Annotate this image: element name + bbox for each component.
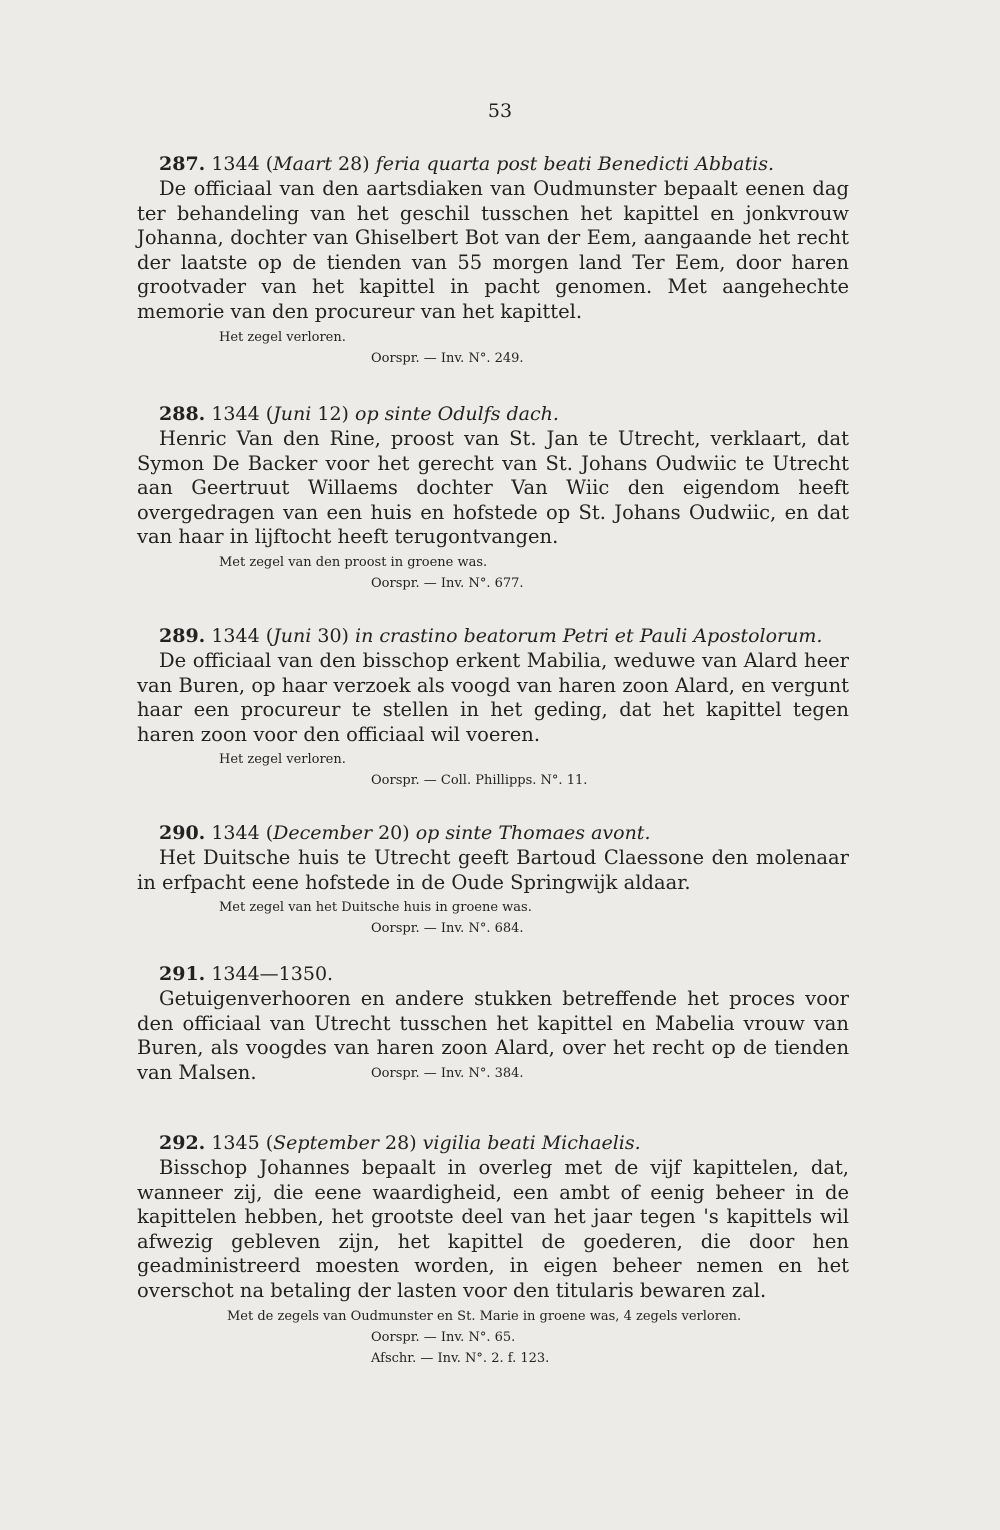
entry-year: 1344: [211, 403, 260, 425]
regest-entry-291: [137, 962, 849, 1084]
archive-reference: Oorspr. — Coll. Phillipps. N°. 11.: [371, 773, 588, 789]
entry-heading: [137, 152, 849, 177]
archive-reference: Oorspr. — Inv. N°. 384.: [371, 1066, 524, 1082]
entry-paren: (: [265, 1132, 274, 1154]
entry-month: December: [273, 822, 373, 844]
archive-reference: Oorspr. — Inv. N°. 684.: [371, 921, 524, 937]
seal-note: Het zegel verloren.: [219, 752, 346, 768]
entry-heading: [137, 1131, 849, 1156]
entry-heading: [137, 962, 849, 987]
page-number: 53: [487, 100, 513, 122]
entry-day: 30): [317, 625, 349, 647]
regest-entry-290: [137, 821, 849, 939]
entry-feast: vigilia beati Michaelis.: [422, 1132, 641, 1154]
seal-note: Met zegel van den proost in groene was.: [219, 554, 488, 570]
entry-heading: [137, 821, 849, 846]
entry-feast: feria quarta post beati Benedicti Abbatis.: [375, 153, 774, 175]
entry-year: 1344: [211, 822, 260, 844]
archive-reference: Oorspr. — Inv. N°. 677.: [371, 575, 524, 591]
entry-feast: in crastino beatorum Petri et Pauli Apostolorum.: [355, 625, 823, 647]
entry-text: Bisschop Johannes bepaalt in overleg met de vijf kapittelen, dat, wanneer zij, die eene waardigheid, een ambt of eenig beheer in de kapittelen hebben, het grootste deel van het jaar tegen 's kapittels wil afwezig gebleven zijn, het kapittel de goederen, die door hen geadministreerd moesten worden, in eigen beheer nemen en het overschot na betaling der lasten voor den titularis bewaren zal.: [137, 1156, 849, 1302]
entry-number: 292.: [159, 1132, 206, 1154]
archive-reference: Oorspr. — Inv. N°. 249.: [371, 350, 524, 366]
entry-year: 1344: [211, 153, 260, 175]
entry-text: De officiaal van den aartsdiaken van Oudmunster bepaalt eenen dag ter behandeling van het geschil tusschen het kapittel en jonkvrouw Johanna, dochter van Ghiselbert Bot van der Eem, aangaande het recht der laatste op de tienden van 55 morgen land Ter Eem, door haren grootvader van het kapittel in pacht genomen. Met aangehechte memorie van den procureur van het kapittel.: [137, 177, 849, 323]
entry-feast: op sinte Odulfs dach.: [355, 403, 559, 425]
entry-number: 288.: [159, 403, 206, 425]
entry-day: 20): [378, 822, 410, 844]
entry-text: Het Duitsche huis te Utrecht geeft Bartoud Claessone den molenaar in erfpacht eene hofstede in de Oude Springwijk aldaar.: [137, 846, 849, 894]
regest-entry-289: [137, 624, 849, 791]
entry-text: Henric Van den Rine, proost van St. Jan te Utrecht, verklaart, dat Symon De Backer voor het gerecht van St. Johans Oudwiic te Utrecht aan Geertruut Willaems dochter Van Wiic den eigendom heeft overgedragen van een huis en hofstede op St. Johans Oudwiic, en dat van haar in lijftocht heeft terugontvangen.: [137, 427, 849, 549]
entry-year: 1344—1350.: [211, 963, 334, 985]
entry-day: 28): [338, 153, 370, 175]
entry-number: 290.: [159, 822, 206, 844]
entry-paren: (: [265, 625, 274, 647]
archive-reference: Oorspr. — Inv. N°. 65.: [371, 1329, 516, 1345]
entry-feast: op sinte Thomaes avont.: [415, 822, 651, 844]
entry-day: 28): [385, 1132, 417, 1154]
regest-entry-292: [137, 1131, 849, 1369]
seal-note: Het zegel verloren.: [219, 329, 346, 345]
entry-heading: [137, 624, 849, 649]
entry-month: September: [273, 1132, 379, 1154]
entry-day: 12): [317, 403, 349, 425]
entry-paren: (: [265, 153, 274, 175]
entry-number: 289.: [159, 625, 206, 647]
entry-month: Juni: [273, 625, 312, 647]
entry-text: De officiaal van den bisschop erkent Mabilia, weduwe van Alard heer van Buren, op haar verzoek als voogd van haren zoon Alard, en vergunt haar een procureur te stellen in het geding, dat het kapittel tegen haren zoon voor den officiaal wil voeren.: [137, 649, 849, 746]
regest-entry-287: [137, 152, 849, 369]
seal-note: Met de zegels van Oudmunster en St. Marie in groene was, 4 zegels verloren.: [227, 1308, 742, 1324]
entry-year: 1344: [211, 625, 260, 647]
entry-paren: (: [265, 403, 274, 425]
entry-number: 291.: [159, 963, 206, 985]
entry-text: Getuigenverhooren en andere stukken betreffende het proces voor den officiaal van Utrecht tusschen het kapittel en Mabelia vrouw van Buren, als voogdes van haren zoon Alard, over het recht op de tienden van Malsen.: [137, 987, 849, 1084]
regest-entry-288: [137, 402, 849, 594]
entry-paren: (: [265, 822, 274, 844]
entry-number: 287.: [159, 153, 206, 175]
entry-month: Juni: [273, 403, 312, 425]
entry-heading: [137, 402, 849, 427]
seal-note: Met zegel van het Duitsche huis in groene was.: [219, 900, 532, 916]
entry-month: Maart: [273, 153, 332, 175]
archive-reference: Afschr. — Inv. N°. 2. f. 123.: [371, 1350, 550, 1366]
entry-year: 1345: [211, 1132, 260, 1154]
